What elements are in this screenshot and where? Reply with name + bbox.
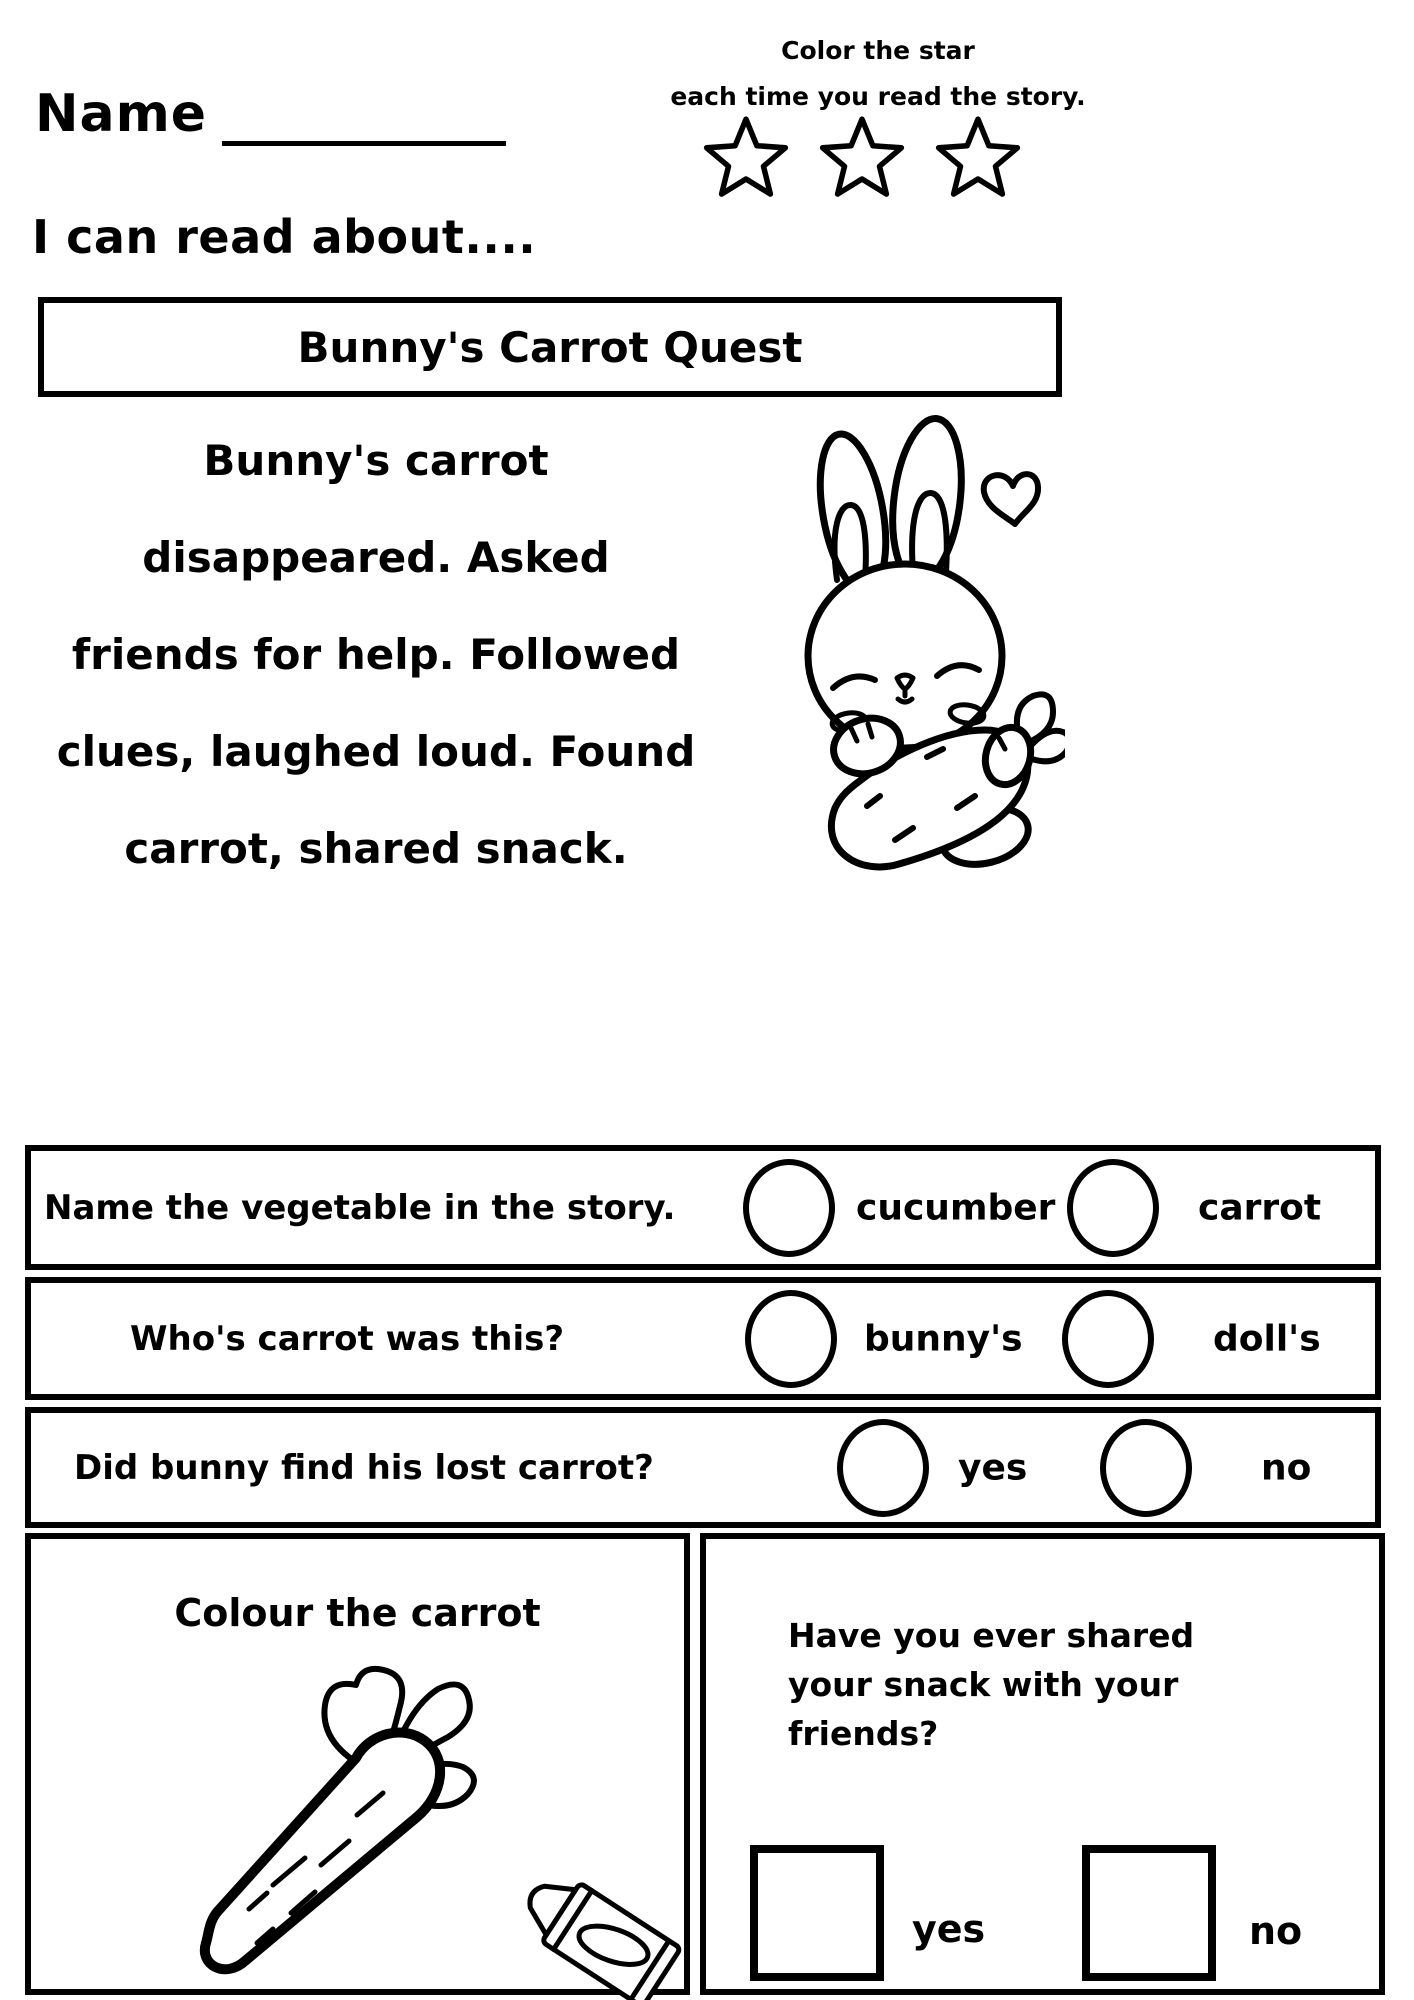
- story-line: carrot, shared snack.: [124, 824, 628, 873]
- question-prompt: Who's carrot was this?: [130, 1318, 565, 1359]
- share-question-line: your snack with your: [788, 1665, 1179, 1704]
- crayon-icon: [501, 1879, 711, 2000]
- answer-label: bunny's: [864, 1318, 1023, 1359]
- answer-label: yes: [958, 1447, 1028, 1488]
- checkbox-label-yes: yes: [912, 1907, 986, 1951]
- answer-bubble-dolls[interactable]: [1062, 1290, 1154, 1388]
- star-icon[interactable]: [700, 108, 792, 204]
- answer-bubble-cucumber[interactable]: [743, 1159, 835, 1257]
- story-line: Bunny's carrot: [203, 436, 549, 485]
- checkbox-yes[interactable]: [750, 1845, 884, 1981]
- star-instruction: [600, 28, 1156, 120]
- star-instruction-line1: Color the star: [781, 36, 975, 65]
- checkbox-label-no: no: [1249, 1909, 1303, 1953]
- story-line: clues, laughed loud. Found: [56, 727, 696, 776]
- story-line: friends for help. Followed: [71, 630, 681, 679]
- share-question-line: friends?: [788, 1714, 939, 1753]
- share-question-line: Have you ever shared: [788, 1616, 1195, 1655]
- answer-label: cucumber: [856, 1187, 1056, 1228]
- answer-bubble-no[interactable]: [1100, 1419, 1192, 1517]
- answer-bubble-bunnys[interactable]: [745, 1290, 837, 1388]
- bunny-with-carrot-illustration: [775, 408, 1065, 878]
- star-icon[interactable]: [932, 108, 1024, 204]
- star-icon[interactable]: [816, 108, 908, 204]
- name-blank-line[interactable]: [222, 104, 506, 146]
- question-prompt: Name the vegetable in the story.: [44, 1187, 676, 1228]
- heart-icon: [984, 474, 1038, 524]
- colour-carrot-title: Colour the carrot: [174, 1591, 541, 1635]
- question-row-1: [25, 1145, 1381, 1270]
- question-prompt: Did bunny find his lost carrot?: [74, 1447, 654, 1488]
- checkbox-no[interactable]: [1082, 1845, 1216, 1981]
- colour-carrot-panel: [25, 1533, 690, 1995]
- carrot-colouring-drawing[interactable]: [161, 1651, 491, 1991]
- read-about-heading: I can read about....: [32, 210, 537, 264]
- name-label: Name: [35, 84, 208, 144]
- story-title: Bunny's Carrot Quest: [297, 322, 803, 372]
- answer-label: carrot: [1198, 1187, 1322, 1228]
- answer-bubble-carrot[interactable]: [1067, 1159, 1159, 1257]
- answer-bubble-yes[interactable]: [837, 1419, 929, 1517]
- reading-stars: [700, 108, 1060, 204]
- star-instruction-line2: each time you read the story.: [670, 82, 1086, 111]
- answer-label: no: [1261, 1447, 1312, 1488]
- share-question: [788, 1611, 1194, 1758]
- story-text: [20, 412, 732, 897]
- question-row-2: [25, 1277, 1381, 1400]
- answer-label: doll's: [1213, 1318, 1321, 1359]
- story-line: disappeared. Asked: [142, 533, 610, 582]
- share-snack-panel: [700, 1533, 1385, 1995]
- story-title-box: [38, 297, 1062, 397]
- question-row-3: [25, 1407, 1381, 1528]
